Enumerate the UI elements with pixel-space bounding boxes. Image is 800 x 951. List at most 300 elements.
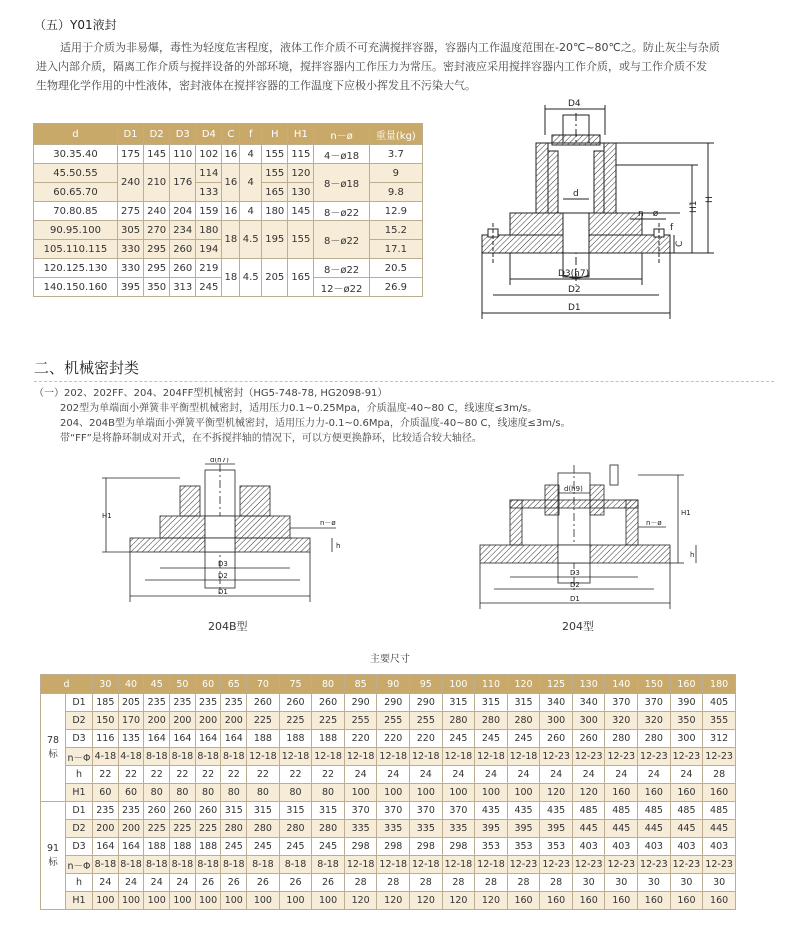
table1-cell: 16 — [222, 145, 240, 164]
table2-cell: 24 — [670, 766, 703, 784]
table2-cell: 298 — [344, 838, 377, 856]
table2-cell: 100 — [195, 892, 221, 910]
table2-row — [41, 730, 736, 748]
table2-cell: 205 — [118, 694, 144, 712]
table2-cell: 100 — [410, 784, 443, 802]
table1-cell: 18 — [222, 221, 240, 259]
204-label-d3: D3 — [570, 569, 580, 577]
table2-d-value: 110 — [475, 675, 508, 694]
y01-description — [36, 38, 772, 95]
table2-cell: 12-18 — [475, 856, 508, 874]
table2-cell: 225 — [144, 820, 170, 838]
table2-cell: 8-18 — [195, 856, 221, 874]
table2-cell: 8-18 — [221, 748, 247, 766]
table2-cell: 28 — [703, 766, 736, 784]
204-label-d2: D2 — [570, 581, 580, 589]
table2-cell: 315 — [507, 694, 540, 712]
table2-d-value: 180 — [703, 675, 736, 694]
204b-label-dh7: d(h7) — [210, 458, 229, 464]
table2-cell: 120 — [377, 892, 410, 910]
table2-cell: 30 — [703, 874, 736, 892]
table1-cell: 120.125.130 — [34, 259, 118, 278]
table2-cell: 12-23 — [540, 856, 573, 874]
table2-cell: 225 — [195, 820, 221, 838]
table1-cell: 240 — [144, 202, 170, 221]
table1-cell: 16 — [222, 164, 240, 202]
table1-cell: 305 — [117, 221, 143, 240]
table1-cell: 295 — [144, 259, 170, 278]
table2-cell: 260 — [279, 694, 312, 712]
table2-cell: 100 — [144, 892, 170, 910]
table1-cell: 204 — [170, 202, 196, 221]
table1-cell: 165 — [262, 183, 288, 202]
table2-d-value: 140 — [605, 675, 638, 694]
table2-cell: 355 — [703, 712, 736, 730]
table2-cell: 30 — [638, 874, 671, 892]
table2-cell: 485 — [638, 802, 671, 820]
table2-cell: 80 — [144, 784, 170, 802]
table2-cell: 188 — [312, 730, 345, 748]
table2-cell: 12-23 — [605, 748, 638, 766]
table2-cell: 12-18 — [312, 748, 345, 766]
table2-cell: 160 — [670, 784, 703, 802]
table1-cell: 234 — [170, 221, 196, 240]
table1-cell: 4 — [240, 164, 262, 202]
table2-cell: 12-18 — [344, 856, 377, 874]
table1-header-cell: 重量(kg) — [369, 124, 422, 145]
table2-cell: 12-18 — [279, 748, 312, 766]
table2-cell: 28 — [507, 874, 540, 892]
table2-cell: 370 — [638, 694, 671, 712]
table2-cell: 245 — [221, 838, 247, 856]
204-label-dh9: d(h9) — [564, 485, 583, 493]
table1-cell: 9 — [369, 164, 422, 183]
y01-label-f: f — [670, 223, 674, 233]
table2-row-label: n－Φ — [66, 856, 93, 874]
y01-label-d2: D2 — [568, 285, 581, 295]
table2-cell: 24 — [377, 766, 410, 784]
table2-cell: 100 — [312, 892, 345, 910]
table2-cell: 445 — [572, 820, 605, 838]
table1-cell: 8－ø22 — [314, 259, 369, 278]
table2-cell: 24 — [93, 874, 119, 892]
table1-cell: 350 — [144, 278, 170, 297]
y01-label-c: C — [675, 240, 685, 247]
table2-cell: 220 — [377, 730, 410, 748]
table2-row — [41, 748, 736, 766]
table1-cell: 8－ø22 — [314, 202, 369, 221]
table1-cell: 210 — [144, 164, 170, 202]
table2-cell: 80 — [195, 784, 221, 802]
table2-cell: 24 — [410, 766, 443, 784]
table1-cell: 110 — [170, 145, 196, 164]
table1-header-cell: H1 — [288, 124, 314, 145]
table1-row — [34, 221, 423, 240]
table2-cell: 395 — [475, 820, 508, 838]
table2-cell: 12-18 — [442, 748, 475, 766]
table2-cell: 8-18 — [118, 856, 144, 874]
table1-row — [34, 202, 423, 221]
table2-cell: 8-18 — [144, 856, 170, 874]
table1-cell: 12.9 — [369, 202, 422, 221]
table2-cell: 26 — [279, 874, 312, 892]
table2-cell: 100 — [507, 784, 540, 802]
table2-cell: 30 — [670, 874, 703, 892]
table2-row — [41, 838, 736, 856]
table1-cell: 165 — [288, 259, 314, 297]
table2-row-label: D3 — [66, 730, 93, 748]
table1-cell: 8－ø18 — [314, 164, 369, 202]
table1-cell: 18 — [222, 259, 240, 297]
table2-cell: 28 — [377, 874, 410, 892]
section-title-y01: （五）Y01液封 — [34, 18, 117, 32]
table2-cell: 100 — [118, 892, 144, 910]
table1-cell: 395 — [117, 278, 143, 297]
table2-cell: 280 — [605, 730, 638, 748]
table2-d-value: 150 — [638, 675, 671, 694]
table1-cell: 130 — [288, 183, 314, 202]
table2-cell: 116 — [93, 730, 119, 748]
table2-cell: 30 — [572, 874, 605, 892]
y01-desc-line-1: 适用于介质为非易爆，毒性为轻度危害程度，液体工作介质不可充满搅拌容器，容器内工作温度范围在-20℃~80℃之。防止灰尘与杂质 — [60, 41, 720, 54]
table2-cell: 225 — [312, 712, 345, 730]
table2-cell: 353 — [475, 838, 508, 856]
table2-cell: 370 — [442, 802, 475, 820]
table1-header-cell: d — [34, 124, 118, 145]
table1-cell: 313 — [170, 278, 196, 297]
table2-cell: 315 — [475, 694, 508, 712]
table2-cell: 80 — [170, 784, 196, 802]
table2-row — [41, 784, 736, 802]
table2-cell: 188 — [195, 838, 221, 856]
table2-cell: 80 — [247, 784, 280, 802]
table2-row — [41, 766, 736, 784]
table2-d-value: 60 — [195, 675, 221, 694]
table2-cell: 160 — [540, 892, 573, 910]
table2-cell: 280 — [221, 820, 247, 838]
y01-label-d4: D4 — [568, 99, 581, 109]
204-label-h: h — [690, 551, 695, 559]
table2-cell: 24 — [170, 874, 196, 892]
table1-header-cell: D3 — [170, 124, 196, 145]
table2-cell: 22 — [144, 766, 170, 784]
table2-cell: 12-18 — [410, 748, 443, 766]
table2-cell: 8-18 — [93, 856, 119, 874]
table1-header-cell: D4 — [196, 124, 222, 145]
table2-row — [41, 856, 736, 874]
table2-cell: 185 — [93, 694, 119, 712]
table2-cell: 28 — [475, 874, 508, 892]
table2-cell: 12-18 — [507, 748, 540, 766]
mech-desc-line-2: 202型为单端面小弹簧非平衡型机械密封，适用压力0.1~0.25Mpa，介质温度-40~80 C，线速度≤3m/s。 — [60, 403, 538, 414]
table2-cell: 485 — [670, 802, 703, 820]
table1-cell: 9.8 — [369, 183, 422, 202]
table2-cell: 12-23 — [670, 748, 703, 766]
table2-cell: 12-23 — [670, 856, 703, 874]
table2-cell: 100 — [93, 892, 119, 910]
table2-cell: 280 — [247, 820, 280, 838]
table2-cell: 164 — [195, 730, 221, 748]
table2-cell: 260 — [195, 802, 221, 820]
table1-cell: 4 — [240, 202, 262, 221]
table2-cell: 395 — [540, 820, 573, 838]
table2-cell: 445 — [605, 820, 638, 838]
table2-cell: 100 — [377, 784, 410, 802]
table1-cell: 330 — [117, 240, 143, 259]
table2-cell: 120 — [442, 892, 475, 910]
table2-cell: 290 — [410, 694, 443, 712]
table2-cell: 26 — [221, 874, 247, 892]
table2-cell: 485 — [605, 802, 638, 820]
table1-cell: 3.7 — [369, 145, 422, 164]
table2-group-label — [41, 802, 66, 910]
table2-cell: 280 — [475, 712, 508, 730]
table2-cell: 312 — [703, 730, 736, 748]
table2-cell: 485 — [572, 802, 605, 820]
table2-cell: 435 — [540, 802, 573, 820]
table2-cell: 300 — [540, 712, 573, 730]
table1-cell: 295 — [144, 240, 170, 259]
table2-cell: 22 — [247, 766, 280, 784]
table2-cell: 12-18 — [377, 748, 410, 766]
table1-cell: 4.5 — [240, 221, 262, 259]
table2-cell: 403 — [703, 838, 736, 856]
table2-cell: 188 — [247, 730, 280, 748]
table1-cell: 195 — [262, 221, 288, 259]
table1-cell: 180 — [196, 221, 222, 240]
table2-cell: 160 — [703, 892, 736, 910]
table2-cell: 188 — [170, 838, 196, 856]
y01-desc-line-3: 生物理化学作用的中性液体，密封液体在搅拌容器的工作温度下应极小挥发且不污染大气。 — [36, 79, 476, 92]
table2-cell: 280 — [279, 820, 312, 838]
table2-cell: 100 — [221, 892, 247, 910]
table2-row — [41, 874, 736, 892]
table1-cell: 145 — [144, 145, 170, 164]
table2-cell: 220 — [410, 730, 443, 748]
table1-cell: 4－ø18 — [314, 145, 369, 164]
table1-header-cell: f — [240, 124, 262, 145]
table2-cell: 298 — [377, 838, 410, 856]
table2-cell: 12-18 — [442, 856, 475, 874]
table2-d-value: 65 — [221, 675, 247, 694]
table1-row — [34, 145, 423, 164]
204b-label-d1: D1 — [218, 588, 228, 596]
mech-desc-line-1: （一）202、202FF、204、204FF型机械密封（HG5-748-78, HG2098-91） — [34, 388, 388, 399]
table2-cell: 340 — [540, 694, 573, 712]
204-label-nphi: n－ø — [646, 519, 662, 527]
table2-cell: 445 — [703, 820, 736, 838]
table1-cell: 8－ø22 — [314, 221, 369, 259]
mech-desc-line-3: 204、204B型为单端面小弹簧平衡型机械密封，适用压力力-0.1~0.6Mpa，介质温度-40~80 C，线速度≤3m/s。 — [60, 418, 571, 429]
table2-cell: 245 — [475, 730, 508, 748]
section-title-mechanical-seal: 二、机械密封类 — [34, 359, 140, 377]
y01-seal-diagram — [470, 95, 780, 330]
table2-cell: 255 — [410, 712, 443, 730]
table2-cell: 12-23 — [572, 856, 605, 874]
table2-cell: 8-18 — [312, 856, 345, 874]
table2-cell: 160 — [670, 892, 703, 910]
table2-cell: 405 — [703, 694, 736, 712]
table2-cell: 235 — [144, 694, 170, 712]
table2-cell: 100 — [344, 784, 377, 802]
table2-cell: 235 — [93, 802, 119, 820]
table1-header-cell: H — [262, 124, 288, 145]
table2-row-label: n－Φ — [66, 748, 93, 766]
table2-cell: 120 — [344, 892, 377, 910]
table2-cell: 188 — [279, 730, 312, 748]
table2-cell: 12-23 — [703, 856, 736, 874]
table2-cell: 315 — [442, 694, 475, 712]
table2-cell: 225 — [170, 820, 196, 838]
table2-cell: 298 — [410, 838, 443, 856]
table2-cell: 395 — [507, 820, 540, 838]
table1-cell: 15.2 — [369, 221, 422, 240]
table2-d-value: 130 — [572, 675, 605, 694]
table1-cell: 120 — [288, 164, 314, 183]
table2-cell: 315 — [312, 802, 345, 820]
caption-204: 204型 — [562, 620, 594, 633]
table2-cell: 160 — [572, 892, 605, 910]
group-standard-char: 标 — [48, 749, 58, 760]
y01-label-nphi: n－ø — [638, 209, 659, 219]
table2-cell: 245 — [279, 838, 312, 856]
mechanical-seal-description — [34, 386, 571, 446]
seal-204-diagram — [450, 455, 700, 620]
table1-cell: 155 — [262, 164, 288, 183]
table2-row — [41, 820, 736, 838]
table2-cell: 24 — [144, 874, 170, 892]
table2-cell: 300 — [670, 730, 703, 748]
table1-cell: 194 — [196, 240, 222, 259]
table2-cell: 4-18 — [93, 748, 119, 766]
table2-cell: 160 — [703, 784, 736, 802]
y01-table-header — [34, 124, 423, 145]
table1-cell: 70.80.85 — [34, 202, 118, 221]
table2-cell: 135 — [118, 730, 144, 748]
table2-row-label: D1 — [66, 694, 93, 712]
caption-204b: 204B型 — [208, 620, 248, 633]
table2-cell: 24 — [475, 766, 508, 784]
table2-cell: 353 — [507, 838, 540, 856]
table2-cell: 245 — [507, 730, 540, 748]
table2-d-value: 95 — [410, 675, 443, 694]
group-standard-number: 78 — [46, 735, 60, 746]
table2-group-label — [41, 694, 66, 802]
table2-cell: 26 — [195, 874, 221, 892]
table2-cell: 12-18 — [377, 856, 410, 874]
table1-cell: 12－ø22 — [314, 278, 369, 297]
table2-cell: 24 — [344, 766, 377, 784]
table2-cell: 22 — [279, 766, 312, 784]
table2-cell: 22 — [312, 766, 345, 784]
table2-cell: 12-23 — [605, 856, 638, 874]
table2-cell: 200 — [170, 712, 196, 730]
table2-cell: 445 — [638, 820, 671, 838]
table2-row — [41, 892, 736, 910]
table2-cell: 12-23 — [638, 748, 671, 766]
table2-cell: 370 — [377, 802, 410, 820]
table2-d-value: 120 — [507, 675, 540, 694]
table2-cell: 80 — [279, 784, 312, 802]
table2-cell: 12-23 — [507, 856, 540, 874]
table2-cell: 150 — [93, 712, 119, 730]
y01-dimension-table — [33, 123, 423, 297]
table1-cell: 155 — [288, 221, 314, 259]
mech-desc-line-4: 带“FF”是将静环制成对开式，在不拆搅拌轴的情况下，可以方便更换静环，比较适合较大轴径。 — [60, 433, 482, 444]
table2-cell: 100 — [442, 784, 475, 802]
table2-row-label: D3 — [66, 838, 93, 856]
table2-cell: 403 — [670, 838, 703, 856]
table2-cell: 22 — [195, 766, 221, 784]
table2-cell: 353 — [540, 838, 573, 856]
table1-cell: 175 — [117, 145, 143, 164]
table2-cell: 12-18 — [247, 748, 280, 766]
table2-cell: 298 — [442, 838, 475, 856]
table2-cell: 120 — [540, 784, 573, 802]
table2-cell: 200 — [118, 820, 144, 838]
table2-cell: 200 — [93, 820, 119, 838]
table2-d-label: d — [41, 675, 93, 694]
table1-cell: 45.50.55 — [34, 164, 118, 183]
y01-desc-line-2: 进入内部介质，隔离工作介质与搅拌设备的外部环境，搅拌容器内工作压力为常压。密封液应采用搅拌容器内工作介质，或与工作介质不发 — [36, 60, 707, 73]
table2-cell: 12-23 — [703, 748, 736, 766]
table2-cell: 60 — [93, 784, 119, 802]
table1-cell: 260 — [170, 259, 196, 278]
table2-cell: 315 — [221, 802, 247, 820]
table1-cell: 245 — [196, 278, 222, 297]
table1-header-cell: D1 — [117, 124, 143, 145]
table2-cell: 235 — [221, 694, 247, 712]
table2-d-value: 90 — [377, 675, 410, 694]
table2-cell: 160 — [507, 892, 540, 910]
table1-cell: 26.9 — [369, 278, 422, 297]
table2-cell: 8-18 — [247, 856, 280, 874]
table2-row — [41, 694, 736, 712]
table2-cell: 160 — [605, 784, 638, 802]
204-label-h1: H1 — [681, 509, 691, 517]
table1-cell: 115 — [288, 145, 314, 164]
table2-d-value: 80 — [312, 675, 345, 694]
table2-cell: 80 — [312, 784, 345, 802]
table2-cell: 8-18 — [144, 748, 170, 766]
table2-cell: 24 — [442, 766, 475, 784]
table2-cell: 24 — [507, 766, 540, 784]
table1-cell: 275 — [117, 202, 143, 221]
table2-cell: 100 — [475, 784, 508, 802]
table2-d-value: 40 — [118, 675, 144, 694]
204b-label-h1: H1 — [102, 512, 112, 520]
table2-cell: 435 — [475, 802, 508, 820]
y01-label-d3: D3(h7) — [558, 269, 590, 279]
table2-row — [41, 712, 736, 730]
table2-d-value: 50 — [170, 675, 196, 694]
table2-cell: 164 — [93, 838, 119, 856]
table1-cell: 159 — [196, 202, 222, 221]
table2-cell: 315 — [279, 802, 312, 820]
table2-cell: 245 — [442, 730, 475, 748]
table2-cell: 28 — [344, 874, 377, 892]
table2-cell: 370 — [605, 694, 638, 712]
table2-cell: 290 — [344, 694, 377, 712]
table2-cell: 220 — [344, 730, 377, 748]
table2-cell: 22 — [221, 766, 247, 784]
table2-cell: 370 — [410, 802, 443, 820]
table2-cell: 100 — [247, 892, 280, 910]
table2-cell: 260 — [247, 694, 280, 712]
table2-cell: 200 — [144, 712, 170, 730]
table2-cell: 235 — [195, 694, 221, 712]
table1-row — [34, 259, 423, 278]
